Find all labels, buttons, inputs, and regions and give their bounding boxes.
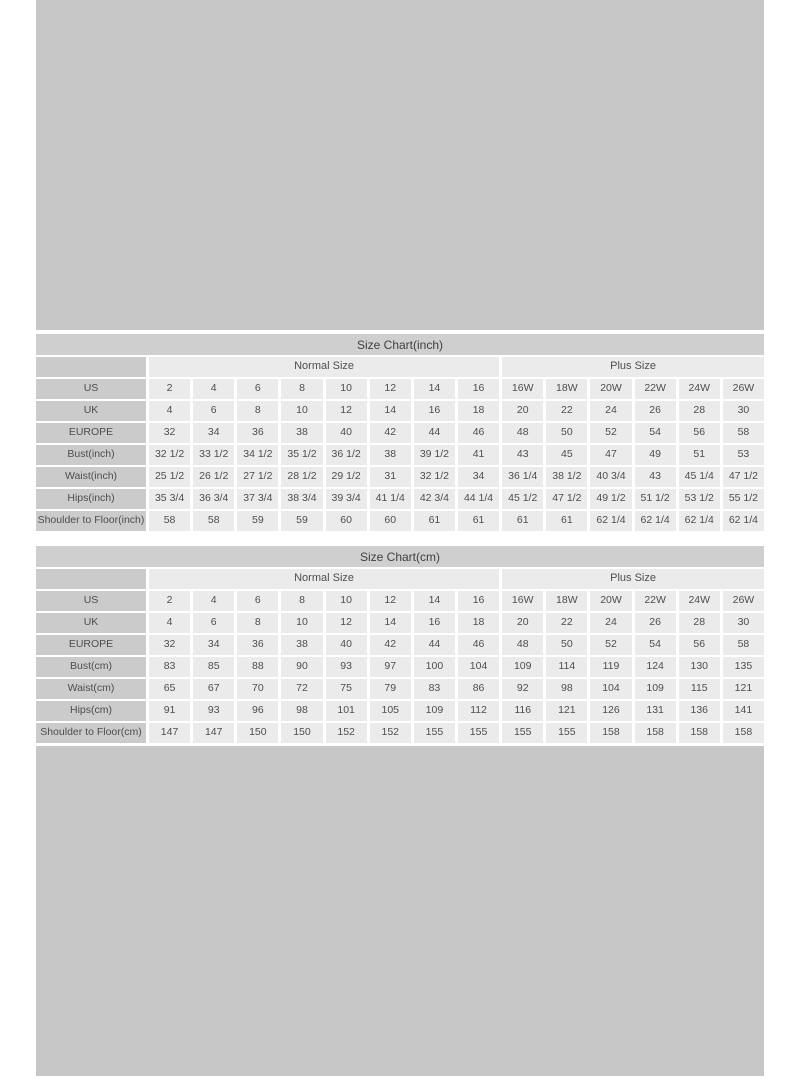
value-cell: 54 [635,423,676,443]
value-cell: 4 [193,379,234,399]
value-cell: 155 [546,723,587,743]
value-cell: 24 [590,613,631,633]
value-cell: 16 [414,401,455,421]
value-cell: 6 [193,401,234,421]
value-cell: 121 [546,701,587,721]
value-cell: 45 1/2 [502,489,543,509]
product-photo-placeholder-top [36,0,764,330]
value-cell: 61 [502,511,543,531]
row-label-cell: EUROPE [36,423,146,443]
value-cell: 124 [635,657,676,677]
value-cell: 39 1/2 [414,445,455,465]
size-chart-cm-title: Size Chart(cm) [36,546,764,567]
value-cell: 20 [502,613,543,633]
value-cell: 62 1/4 [679,511,720,531]
value-cell: 12 [370,591,411,611]
value-cell: 36 [237,423,278,443]
value-cell: 16 [414,613,455,633]
value-cell: 49 [635,445,676,465]
value-cell: 50 [546,423,587,443]
value-cell: 25 1/2 [149,467,190,487]
row-label-cell: US [36,379,146,399]
value-cell: 36 1/4 [502,467,543,487]
value-cell: 75 [326,679,367,699]
value-cell: 10 [326,591,367,611]
value-cell: 51 [679,445,720,465]
value-cell: 42 [370,423,411,443]
row-label-cell: UK [36,613,146,633]
value-cell: 44 [414,423,455,443]
value-cell: 24W [679,591,720,611]
value-cell: 22W [635,591,676,611]
value-cell: 91 [149,701,190,721]
value-cell: 88 [237,657,278,677]
value-cell: 59 [281,511,322,531]
value-cell: 90 [281,657,322,677]
value-cell: 147 [193,723,234,743]
value-cell: 12 [326,401,367,421]
value-cell: 44 1/4 [458,489,499,509]
corner-cell [36,357,146,377]
value-cell: 41 1/4 [370,489,411,509]
value-cell: 121 [723,679,764,699]
value-cell: 83 [414,679,455,699]
size-chart-inch-title: Size Chart(inch) [36,334,764,355]
value-cell: 51 1/2 [635,489,676,509]
value-cell: 37 3/4 [237,489,278,509]
value-cell: 42 [370,635,411,655]
value-cell: 49 1/2 [590,489,631,509]
value-cell: 97 [370,657,411,677]
value-cell: 112 [458,701,499,721]
value-cell: 2 [149,379,190,399]
row-label-cell: Bust(cm) [36,657,146,677]
value-cell: 105 [370,701,411,721]
group-header-cell: Normal Size [149,569,499,589]
value-cell: 104 [590,679,631,699]
value-cell: 16 [458,591,499,611]
value-cell: 26 [635,401,676,421]
value-cell: 152 [326,723,367,743]
value-cell: 55 1/2 [723,489,764,509]
value-cell: 8 [237,401,278,421]
value-cell: 26W [723,379,764,399]
value-cell: 40 3/4 [590,467,631,487]
row-label-cell: Hips(inch) [36,489,146,509]
value-cell: 158 [590,723,631,743]
value-cell: 33 1/2 [193,445,234,465]
value-cell: 119 [590,657,631,677]
value-cell: 10 [326,379,367,399]
value-cell: 4 [149,401,190,421]
value-cell: 36 1/2 [326,445,367,465]
value-cell: 150 [237,723,278,743]
value-cell: 93 [193,701,234,721]
value-cell: 43 [502,445,543,465]
value-cell: 27 1/2 [237,467,278,487]
value-cell: 53 1/2 [679,489,720,509]
value-cell: 46 [458,423,499,443]
value-cell: 114 [546,657,587,677]
row-label-cell: US [36,591,146,611]
value-cell: 62 1/4 [590,511,631,531]
value-cell: 70 [237,679,278,699]
value-cell: 42 3/4 [414,489,455,509]
value-cell: 28 1/2 [281,467,322,487]
value-cell: 61 [414,511,455,531]
value-cell: 46 [458,635,499,655]
value-cell: 58 [723,423,764,443]
value-cell: 18 [458,613,499,633]
value-cell: 45 [546,445,587,465]
value-cell: 35 3/4 [149,489,190,509]
value-cell: 53 [723,445,764,465]
value-cell: 26 1/2 [193,467,234,487]
corner-cell [36,569,146,589]
value-cell: 96 [237,701,278,721]
value-cell: 14 [414,379,455,399]
size-chart-inch-grid [36,357,764,531]
value-cell: 34 [193,423,234,443]
value-cell: 30 [723,401,764,421]
value-cell: 79 [370,679,411,699]
row-label-cell: Shoulder to Floor(cm) [36,723,146,743]
value-cell: 38 [281,635,322,655]
value-cell: 6 [193,613,234,633]
value-cell: 22W [635,379,676,399]
row-label-cell: Hips(cm) [36,701,146,721]
value-cell: 131 [635,701,676,721]
value-cell: 16 [458,379,499,399]
value-cell: 12 [370,379,411,399]
value-cell: 98 [546,679,587,699]
value-cell: 12 [326,613,367,633]
value-cell: 136 [679,701,720,721]
value-cell: 130 [679,657,720,677]
value-cell: 6 [237,379,278,399]
value-cell: 31 [370,467,411,487]
value-cell: 44 [414,635,455,655]
value-cell: 56 [679,635,720,655]
value-cell: 4 [149,613,190,633]
row-label-cell: Waist(inch) [36,467,146,487]
row-label-cell: Shoulder to Floor(inch) [36,511,146,531]
value-cell: 20W [590,591,631,611]
value-cell: 8 [237,613,278,633]
value-cell: 41 [458,445,499,465]
value-cell: 40 [326,423,367,443]
value-cell: 38 1/2 [546,467,587,487]
value-cell: 4 [193,591,234,611]
group-header-cell: Plus Size [502,357,764,377]
value-cell: 158 [635,723,676,743]
value-cell: 115 [679,679,720,699]
value-cell: 32 1/2 [414,467,455,487]
value-cell: 158 [723,723,764,743]
value-cell: 47 1/2 [546,489,587,509]
value-cell: 45 1/4 [679,467,720,487]
value-cell: 65 [149,679,190,699]
value-cell: 86 [458,679,499,699]
value-cell: 20W [590,379,631,399]
value-cell: 16W [502,591,543,611]
value-cell: 40 [326,635,367,655]
value-cell: 26 [635,613,676,633]
value-cell: 152 [370,723,411,743]
value-cell: 83 [149,657,190,677]
value-cell: 58 [723,635,764,655]
value-cell: 155 [502,723,543,743]
value-cell: 34 1/2 [237,445,278,465]
value-cell: 59 [237,511,278,531]
value-cell: 85 [193,657,234,677]
value-cell: 100 [414,657,455,677]
value-cell: 36 [237,635,278,655]
value-cell: 18W [546,379,587,399]
value-cell: 126 [590,701,631,721]
value-cell: 155 [458,723,499,743]
value-cell: 22 [546,401,587,421]
value-cell: 6 [237,591,278,611]
row-label-cell: EUROPE [36,635,146,655]
value-cell: 30 [723,613,764,633]
value-cell: 32 1/2 [149,445,190,465]
value-cell: 109 [502,657,543,677]
value-cell: 10 [281,401,322,421]
value-cell: 35 1/2 [281,445,322,465]
value-cell: 61 [458,511,499,531]
value-cell: 67 [193,679,234,699]
value-cell: 28 [679,401,720,421]
value-cell: 60 [370,511,411,531]
value-cell: 24 [590,401,631,421]
value-cell: 47 [590,445,631,465]
value-cell: 60 [326,511,367,531]
value-cell: 56 [679,423,720,443]
value-cell: 16W [502,379,543,399]
value-cell: 62 1/4 [723,511,764,531]
value-cell: 36 3/4 [193,489,234,509]
value-cell: 104 [458,657,499,677]
value-cell: 8 [281,379,322,399]
size-chart-cm-table [36,546,764,743]
value-cell: 72 [281,679,322,699]
value-cell: 61 [546,511,587,531]
value-cell: 58 [193,511,234,531]
value-cell: 62 1/4 [635,511,676,531]
value-cell: 34 [458,467,499,487]
value-cell: 38 [370,445,411,465]
value-cell: 48 [502,635,543,655]
value-cell: 14 [370,613,411,633]
value-cell: 141 [723,701,764,721]
value-cell: 39 3/4 [326,489,367,509]
size-chart-inch-table [36,334,764,531]
value-cell: 38 [281,423,322,443]
value-cell: 52 [590,423,631,443]
value-cell: 52 [590,635,631,655]
value-cell: 18 [458,401,499,421]
value-cell: 116 [502,701,543,721]
value-cell: 48 [502,423,543,443]
value-cell: 2 [149,591,190,611]
value-cell: 150 [281,723,322,743]
value-cell: 93 [326,657,367,677]
value-cell: 101 [326,701,367,721]
value-cell: 24W [679,379,720,399]
value-cell: 109 [414,701,455,721]
row-label-cell: UK [36,401,146,421]
value-cell: 20 [502,401,543,421]
group-header-cell: Normal Size [149,357,499,377]
value-cell: 32 [149,635,190,655]
product-photo-placeholder-bottom [36,746,764,1076]
value-cell: 38 3/4 [281,489,322,509]
value-cell: 98 [281,701,322,721]
value-cell: 8 [281,591,322,611]
value-cell: 158 [679,723,720,743]
value-cell: 109 [635,679,676,699]
value-cell: 47 1/2 [723,467,764,487]
size-chart-cm-grid [36,569,764,743]
value-cell: 50 [546,635,587,655]
value-cell: 22 [546,613,587,633]
value-cell: 26W [723,591,764,611]
value-cell: 135 [723,657,764,677]
value-cell: 28 [679,613,720,633]
value-cell: 14 [414,591,455,611]
value-cell: 34 [193,635,234,655]
value-cell: 18W [546,591,587,611]
value-cell: 54 [635,635,676,655]
value-cell: 32 [149,423,190,443]
value-cell: 58 [149,511,190,531]
value-cell: 14 [370,401,411,421]
value-cell: 155 [414,723,455,743]
value-cell: 147 [149,723,190,743]
value-cell: 29 1/2 [326,467,367,487]
group-header-cell: Plus Size [502,569,764,589]
value-cell: 92 [502,679,543,699]
value-cell: 10 [281,613,322,633]
row-label-cell: Waist(cm) [36,679,146,699]
row-label-cell: Bust(inch) [36,445,146,465]
value-cell: 43 [635,467,676,487]
